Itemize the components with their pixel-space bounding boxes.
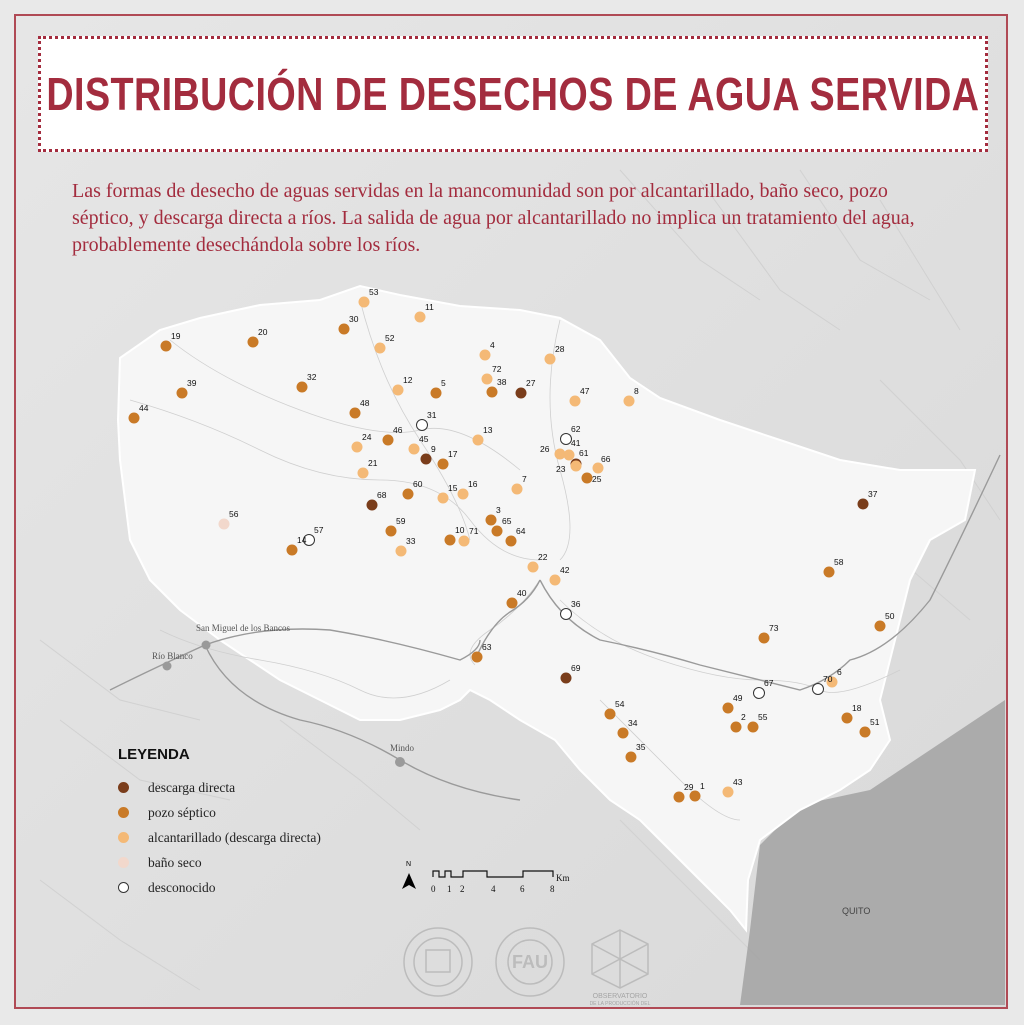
legend [118,746,378,900]
legend-label-alcantarillado: alcantarillado (descarga directa) [148,829,321,845]
point-label-36: 36 [571,599,581,609]
point-marker-11 [415,312,426,323]
point-marker-17 [438,459,449,470]
description-text: Las formas de desecho de aguas servidas en la mancomunidad son por alcantarillado, baño seco, pozo séptico, y descarga directa a ríos. La salida de agua por alcantarillado no implica un tratamiento del agua, probablemente desechándola sobre los ríos. [72,180,915,256]
point-label-31: 31 [427,410,437,420]
point-marker-28 [545,354,556,365]
point-marker-62 [561,434,572,445]
legend-swatch-bano-seco [118,857,129,868]
point-marker-3 [486,515,497,526]
point-label-59: 59 [396,516,406,526]
point-label-66: 66 [601,454,611,464]
point-label-29: 29 [684,782,694,792]
legend-item-alcantarillado [118,825,378,850]
point-marker-23 [571,461,582,472]
point-label-57: 57 [314,525,324,535]
point-label-65: 65 [502,516,512,526]
point-label-40: 40 [517,588,527,598]
scale-tick-6: 6 [520,884,525,894]
point-label-39: 39 [187,378,197,388]
point-label-17: 17 [448,449,458,459]
point-marker-50 [875,621,886,632]
point-marker-35 [626,752,637,763]
point-marker-56 [219,519,230,530]
point-marker-53 [359,297,370,308]
point-marker-9 [421,454,432,465]
point-label-49: 49 [733,693,743,703]
point-label-50: 50 [885,611,895,621]
town-marker-rio-blanco [163,662,172,671]
point-marker-5 [431,388,442,399]
point-marker-64 [506,536,517,547]
point-marker-18 [842,713,853,724]
point-label-27: 27 [526,378,536,388]
point-marker-63 [472,652,483,663]
point-marker-2 [731,722,742,733]
point-label-22: 22 [538,552,548,562]
point-marker-72 [482,374,493,385]
legend-swatch-descarga-directa [118,782,129,793]
point-label-44: 44 [139,403,149,413]
point-label-19: 19 [171,331,181,341]
town-marker-san-miguel [202,641,211,650]
place-label-mindo: Mindo [390,743,415,753]
point-marker-29 [674,792,685,803]
point-label-70: 70 [823,674,833,684]
point-marker-58 [824,567,835,578]
point-label-55: 55 [758,712,768,722]
point-label-26: 26 [540,444,550,454]
point-marker-36 [561,609,572,620]
point-marker-8 [624,396,635,407]
point-label-63: 63 [482,642,492,652]
point-marker-42 [550,575,561,586]
point-marker-15 [438,493,449,504]
point-label-1: 1 [700,781,705,791]
point-label-38: 38 [497,377,507,387]
point-marker-39 [177,388,188,399]
point-label-68: 68 [377,490,387,500]
point-marker-30 [339,324,350,335]
point-label-11: 11 [425,302,434,312]
north-label: N [406,861,412,868]
point-label-48: 48 [360,398,370,408]
scale-tick-2: 2 [460,884,465,894]
point-label-67: 67 [764,678,774,688]
legend-label-desconocido: desconocido [148,879,216,895]
point-marker-22 [528,562,539,573]
point-marker-40 [507,598,518,609]
point-marker-14 [287,545,298,556]
point-marker-31 [417,420,428,431]
point-label-20: 20 [258,327,268,337]
legend-item-bano-seco [118,850,378,875]
legend-item-desconocido [118,875,378,900]
title-box [38,36,988,152]
point-label-8: 8 [634,386,639,396]
point-label-14: 14 [297,535,307,545]
point-label-52: 52 [385,333,395,343]
point-marker-55 [748,722,759,733]
observatorio-text-1: OBSERVATORIO [592,993,648,1000]
point-label-9: 9 [431,444,436,454]
point-marker-73 [759,633,770,644]
point-marker-34 [618,728,629,739]
fau-text: FAU [512,952,548,972]
point-label-62: 62 [571,424,581,434]
point-marker-13 [473,435,484,446]
point-marker-25 [582,473,593,484]
point-marker-54 [605,709,616,720]
point-label-10: 10 [455,525,465,535]
point-label-16: 16 [468,479,478,489]
point-marker-38 [487,387,498,398]
legend-item-pozo-septico [118,800,378,825]
point-marker-70 [813,684,824,695]
point-label-58: 58 [834,557,844,567]
point-label-30: 30 [349,314,359,324]
point-label-71: 71 [469,526,479,536]
point-label-2: 2 [741,712,746,722]
legend-item-descarga-directa [118,775,378,800]
point-label-73: 73 [769,623,779,633]
point-marker-60 [403,489,414,500]
point-marker-44 [129,413,140,424]
point-marker-33 [396,546,407,557]
point-label-3: 3 [496,505,501,515]
point-label-47: 47 [580,386,590,396]
point-label-12: 12 [403,375,413,385]
point-marker-59 [386,526,397,537]
point-marker-20 [248,337,259,348]
point-marker-66 [593,463,604,474]
point-label-5: 5 [441,378,446,388]
point-label-34: 34 [628,718,638,728]
point-label-72: 72 [492,364,502,374]
point-marker-19 [161,341,172,352]
point-marker-37 [858,499,869,510]
point-label-46: 46 [393,425,403,435]
point-label-13: 13 [483,425,493,435]
point-label-21: 21 [368,458,378,468]
place-label-quito: QUITO [842,906,871,916]
point-label-42: 42 [560,565,570,575]
point-marker-71 [459,536,470,547]
place-label-san-miguel: San Miguel de los Bancos [196,623,290,633]
point-marker-41 [564,450,575,461]
point-marker-16 [458,489,469,500]
point-label-18: 18 [852,703,862,713]
point-label-28: 28 [555,344,565,354]
point-marker-10 [445,535,456,546]
legend-title: LEYENDA [118,746,190,763]
point-label-60: 60 [413,479,423,489]
point-label-61: 61 [579,448,589,458]
point-marker-67 [754,688,765,699]
point-label-6: 6 [837,667,842,677]
point-marker-12 [393,385,404,396]
observatorio-text-2: DE LA PRODUCCIÓN DEL [589,1001,651,1006]
point-marker-45 [409,444,420,455]
point-label-45: 45 [419,434,429,444]
point-marker-69 [561,673,572,684]
point-marker-68 [367,500,378,511]
point-label-54: 54 [615,699,625,709]
point-label-69: 69 [571,663,581,673]
scale-tick-1: 1 [447,884,452,894]
point-marker-65 [492,526,503,537]
point-marker-46 [383,435,394,446]
point-label-37: 37 [868,489,878,499]
point-label-24: 24 [362,432,372,442]
point-label-43: 43 [733,777,743,787]
point-marker-48 [350,408,361,419]
point-label-23: 23 [556,464,566,474]
point-label-35: 35 [636,742,646,752]
legend-label-bano-seco: baño seco [148,854,202,870]
point-label-51: 51 [870,717,880,727]
point-marker-21 [358,468,369,479]
point-label-7: 7 [522,474,527,484]
point-label-56: 56 [229,509,239,519]
point-marker-52 [375,343,386,354]
page-title: DISTRIBUCIÓN DE DESECHOS DE AGUA SERVIDA [46,68,980,120]
institution-logos [398,926,668,1006]
place-label-rio-blanco: Río Blanco [152,651,193,661]
scale-tick-0: 0 [431,884,436,894]
point-label-64: 64 [516,526,526,536]
point-label-53: 53 [369,287,379,297]
point-label-4: 4 [490,340,495,350]
point-marker-7 [512,484,523,495]
legend-swatch-pozo-septico [118,807,129,818]
legend-label-descarga-directa: descarga directa [148,779,236,795]
point-marker-24 [352,442,363,453]
legend-swatch-desconocido [118,882,129,893]
scale-tick-8: 8 [550,884,555,894]
point-marker-43 [723,787,734,798]
point-marker-27 [516,388,527,399]
town-marker-mindo [395,757,405,767]
point-label-15: 15 [448,483,458,493]
point-marker-4 [480,350,491,361]
point-label-32: 32 [307,372,317,382]
point-label-41: 41 [571,438,581,448]
legend-label-pozo-septico: pozo séptico [148,804,216,820]
point-marker-47 [570,396,581,407]
point-marker-32 [297,382,308,393]
point-label-33: 33 [406,536,416,546]
legend-swatch-alcantarillado [118,832,129,843]
point-label-25: 25 [592,474,602,484]
scale-tick-4: 4 [491,884,496,894]
scale-unit: Km [556,873,570,883]
point-marker-51 [860,727,871,738]
point-marker-1 [690,791,701,802]
point-marker-49 [723,703,734,714]
